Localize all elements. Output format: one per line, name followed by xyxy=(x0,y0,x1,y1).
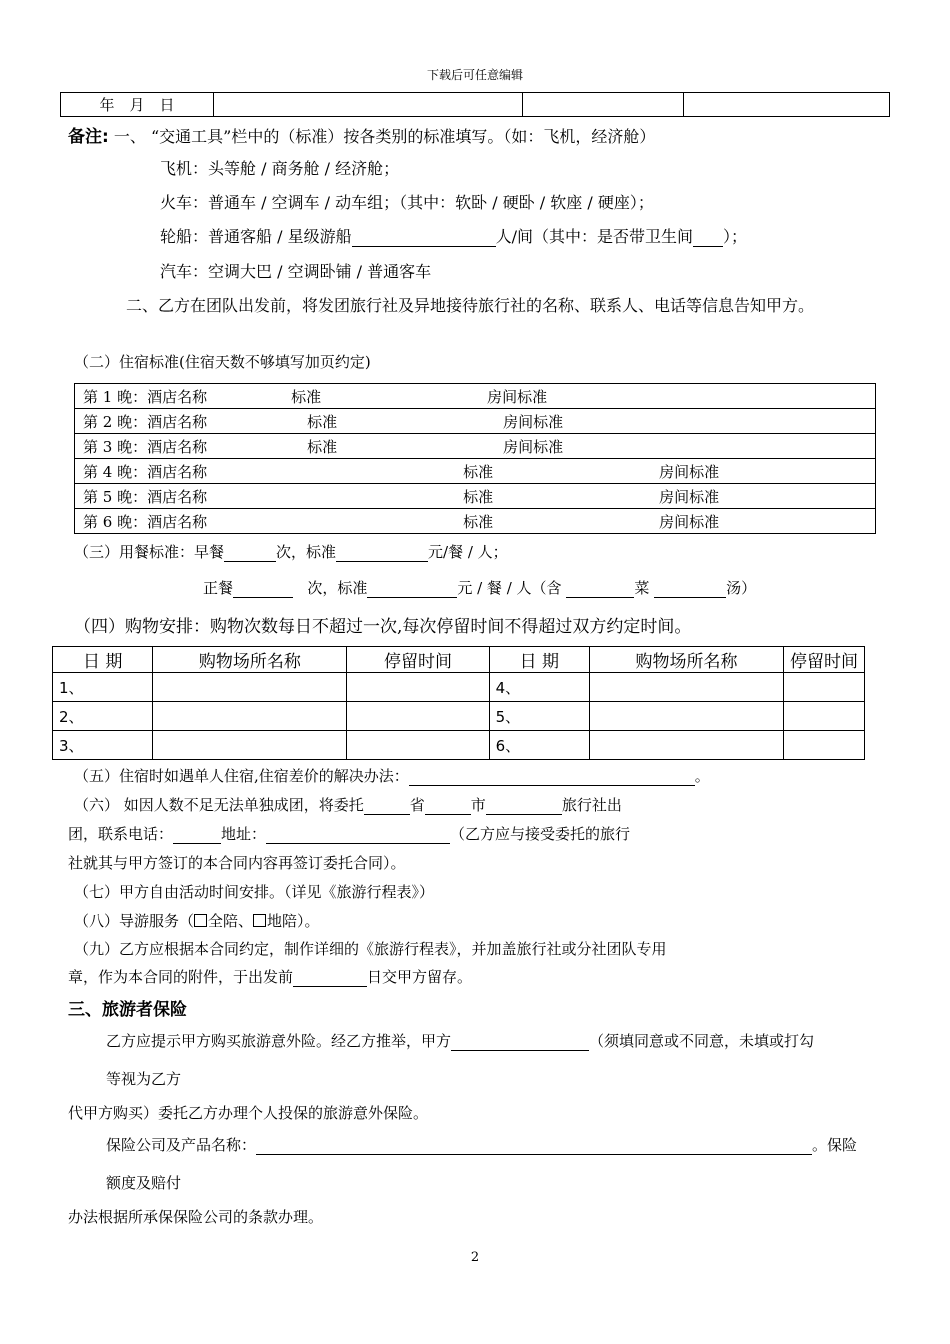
five-text: （五）住宿时如遇单人住宿,住宿差价的解决办法： xyxy=(74,767,409,785)
lodging-cell[interactable] xyxy=(75,459,876,484)
six-text: （六） 如因人数不足无法单独成团，将委托 xyxy=(74,796,364,814)
shopping-blank-cell[interactable] xyxy=(784,731,865,760)
night-label: 第 2 晚：酒店名称 xyxy=(83,412,208,431)
lodging-title: （二）住宿标准(住宿天数不够填写加页约定) xyxy=(74,353,371,371)
lodging-cell[interactable] xyxy=(75,484,876,509)
lodging-cell[interactable] xyxy=(75,434,876,459)
item-six-contact xyxy=(68,823,630,844)
shopping-header-cell: 购物场所名称 xyxy=(153,647,347,673)
room-standard-label: 房间标准 xyxy=(503,412,564,431)
shopping-date-cell[interactable]: 3、 xyxy=(53,731,153,760)
lodging-table xyxy=(74,383,876,534)
insurance-p1-text: 乙方应提示甲方购买旅游意外险。经乙方推举，甲方 xyxy=(106,1032,452,1050)
shopping-blank-cell[interactable] xyxy=(784,673,865,702)
remarks-line-1 xyxy=(68,122,655,147)
lodging-cell[interactable] xyxy=(75,509,876,534)
insurance-p1-note: （须填同意或不同意，未填或打勾 xyxy=(589,1032,815,1050)
ship-blank[interactable] xyxy=(352,230,496,247)
main-std-label: 次，标准 xyxy=(307,579,368,597)
shopping-row xyxy=(53,731,865,760)
lodging-row xyxy=(75,409,876,434)
ship-note: 人/间（其中：是否带卫生间 xyxy=(495,227,693,246)
shopping-table xyxy=(52,646,865,760)
province-label: 省 xyxy=(409,796,425,814)
soup-label: 汤） xyxy=(726,579,757,597)
shopping-blank-cell[interactable] xyxy=(784,702,865,731)
standard-label: 标准 xyxy=(291,387,322,406)
soup-count-blank[interactable] xyxy=(654,582,726,598)
lodging-cell[interactable] xyxy=(75,409,876,434)
five-end: 。 xyxy=(694,767,710,785)
shopping-header-cell: 停留时间 xyxy=(784,647,865,673)
breakfast-price-blank[interactable] xyxy=(336,546,428,562)
local-guide-label: 地陪）。 xyxy=(267,912,320,930)
insurer-blank[interactable] xyxy=(256,1139,812,1155)
shopping-header-cell: 停留时间 xyxy=(347,647,489,673)
shopping-date-cell[interactable]: 1、 xyxy=(53,673,153,702)
breakfast-std-label: 次，标准 xyxy=(276,543,337,561)
lodging-row xyxy=(75,484,876,509)
days-blank[interactable] xyxy=(293,971,367,987)
standard-label: 标准 xyxy=(463,487,494,506)
city-label: 市 xyxy=(470,796,486,814)
phone-label: 团，联系电话： xyxy=(68,825,174,843)
address-blank[interactable] xyxy=(266,828,450,844)
main-price-blank[interactable] xyxy=(367,582,457,598)
shopping-header-cell: 日 期 xyxy=(489,647,589,673)
lodging-row xyxy=(75,509,876,534)
breakfast-times-blank[interactable] xyxy=(224,546,276,562)
shopping-blank-cell[interactable] xyxy=(153,702,347,731)
room-standard-label: 房间标准 xyxy=(503,437,564,456)
shopping-row xyxy=(53,673,865,702)
dish-count-blank[interactable] xyxy=(566,582,634,598)
item-nine-end xyxy=(68,966,472,987)
room-standard-label: 房间标准 xyxy=(659,487,720,506)
insurance-p1-end: 代甲方购买）委托乙方办理个人投保的旅游意外保险。 xyxy=(68,1104,429,1122)
standard-label: 标准 xyxy=(307,437,338,456)
night-label: 第 6 晚：酒店名称 xyxy=(83,512,208,531)
shopping-header-cell: 购物场所名称 xyxy=(589,647,783,673)
insurance-p2-end: 办法根据所承保保险公司的条款办理。 xyxy=(68,1208,324,1226)
insurer-label: 保险公司及产品名称： xyxy=(106,1136,257,1154)
insurance-heading: 三、旅游者保险 xyxy=(68,1000,187,1020)
lodging-row xyxy=(75,459,876,484)
checkbox-full-escort[interactable] xyxy=(194,914,207,927)
shopping-date-cell[interactable]: 2、 xyxy=(53,702,153,731)
agency-blank[interactable] xyxy=(486,799,562,815)
shopping-blank-cell[interactable] xyxy=(589,702,783,731)
remarks-bus: 汽车：空调大巴 / 空调卧铺 / 普通客车 xyxy=(160,262,432,281)
ship-label: 轮船：普通客船 / 星级游船 xyxy=(160,227,352,246)
breakfast-label: （三）用餐标准：早餐 xyxy=(74,543,225,561)
insurer-end: 。保险 xyxy=(812,1136,858,1154)
insurance-p1 xyxy=(106,1030,814,1051)
shopping-row xyxy=(53,702,865,731)
shopping-date-cell[interactable]: 6、 xyxy=(489,731,589,760)
city-blank[interactable] xyxy=(425,799,471,815)
shopping-blank-cell[interactable] xyxy=(153,673,347,702)
shopping-blank-cell[interactable] xyxy=(153,731,347,760)
standard-label: 标准 xyxy=(307,412,338,431)
remarks-plane: 飞机：头等舱 / 商务舱 / 经济舱； xyxy=(160,159,400,178)
blank-cell[interactable] xyxy=(523,93,684,117)
nine-end: 日交甲方留存。 xyxy=(367,968,473,986)
night-label: 第 1 晚：酒店名称 xyxy=(83,387,208,406)
shopping-blank-cell[interactable] xyxy=(589,731,783,760)
shopping-header-cell: 日 期 xyxy=(53,647,153,673)
night-label: 第 4 晚：酒店名称 xyxy=(83,462,208,481)
shopping-blank-cell[interactable] xyxy=(347,673,489,702)
main-unit: 元 / 餐 / 人（含 xyxy=(457,579,562,597)
transport-table-last-row xyxy=(60,92,890,117)
shopping-date-cell[interactable]: 5、 xyxy=(489,702,589,731)
meal-main xyxy=(203,577,756,598)
item-seven: （七）甲方自由活动时间安排。（详见《旅游行程表》） xyxy=(74,883,435,901)
item-six-end: 社就其与甲方签订的本合同内容再签订委托合同）。 xyxy=(68,854,406,872)
room-standard-label: 房间标准 xyxy=(659,512,720,531)
item-six xyxy=(74,794,622,815)
lodging-row xyxy=(75,384,876,409)
room-standard-label: 房间标准 xyxy=(487,387,548,406)
breakfast-unit: 元/餐 / 人； xyxy=(428,543,508,561)
bathroom-blank[interactable] xyxy=(693,230,723,247)
nine-text: 章，作为本合同的附件，于出发前 xyxy=(68,968,294,986)
guide-label: （八）导游服务（ xyxy=(74,912,195,930)
remarks-train: 火车：普通车 / 空调车 / 动车组；（其中：软卧 / 硬卧 / 软座 / 硬座）； xyxy=(160,193,654,212)
remarks-transport-note: 一、 “交通工具”栏中的（标准）按各类别的标准填写。（如：飞机，经济舱） xyxy=(113,127,656,146)
date-cell: 年 月 日 xyxy=(61,93,214,117)
full-escort-label: 全陪、 xyxy=(208,912,254,930)
page-header: 下载后可任意编辑 xyxy=(426,68,523,82)
shopping-blank-cell[interactable] xyxy=(347,731,489,760)
province-blank[interactable] xyxy=(364,799,410,815)
shopping-date-cell[interactable]: 4、 xyxy=(489,673,589,702)
phone-blank[interactable] xyxy=(173,828,221,844)
item-five xyxy=(74,765,710,786)
meal-breakfast xyxy=(74,541,508,562)
page-number: 2 xyxy=(470,1250,480,1265)
shopping-title: （四）购物安排：购物次数每日不超过一次,每次停留时间不得超过双方约定时间。 xyxy=(74,617,692,637)
shopping-header-row xyxy=(53,647,865,673)
room-standard-label: 房间标准 xyxy=(659,462,720,481)
insurance-p2-cont: 额度及赔付 xyxy=(106,1174,182,1192)
five-blank[interactable] xyxy=(409,770,695,786)
shopping-blank-cell[interactable] xyxy=(589,673,783,702)
agency-label: 旅行社出 xyxy=(561,796,622,814)
address-label: 地址： xyxy=(221,825,267,843)
six-note: （乙方应与接受委托的旅行 xyxy=(450,825,631,843)
ship-end: ）； xyxy=(722,227,747,246)
night-label: 第 3 晚：酒店名称 xyxy=(83,437,208,456)
blank-cell[interactable] xyxy=(214,93,523,117)
standard-label: 标准 xyxy=(463,462,494,481)
blank-cell[interactable] xyxy=(684,93,890,117)
lodging-cell[interactable] xyxy=(75,384,876,409)
item-nine: （九）乙方应根据本合同约定，制作详细的《旅游行程表》，并加盖旅行社或分社团队专用 xyxy=(74,940,667,958)
remarks-ship xyxy=(160,224,747,247)
night-label: 第 5 晚：酒店名称 xyxy=(83,487,208,506)
main-times-blank[interactable] xyxy=(233,582,293,598)
insurance-p1-cont: 等视为乙方 xyxy=(106,1070,182,1088)
remarks-line-2: 二、乙方在团队出发前，将发团旅行社及异地接待旅行社的名称、联系人、电话等信息告知甲方。 xyxy=(126,296,815,315)
lodging-row xyxy=(75,434,876,459)
insurance-p2 xyxy=(106,1134,857,1155)
item-eight xyxy=(74,910,320,931)
checkbox-local-guide[interactable] xyxy=(253,914,266,927)
standard-label: 标准 xyxy=(463,512,494,531)
main-meal-label: 正餐 xyxy=(203,579,234,597)
dish-label: 菜 xyxy=(634,579,650,597)
consent-blank[interactable] xyxy=(451,1035,589,1051)
remarks-label: 备注: xyxy=(68,127,109,147)
shopping-blank-cell[interactable] xyxy=(347,702,489,731)
